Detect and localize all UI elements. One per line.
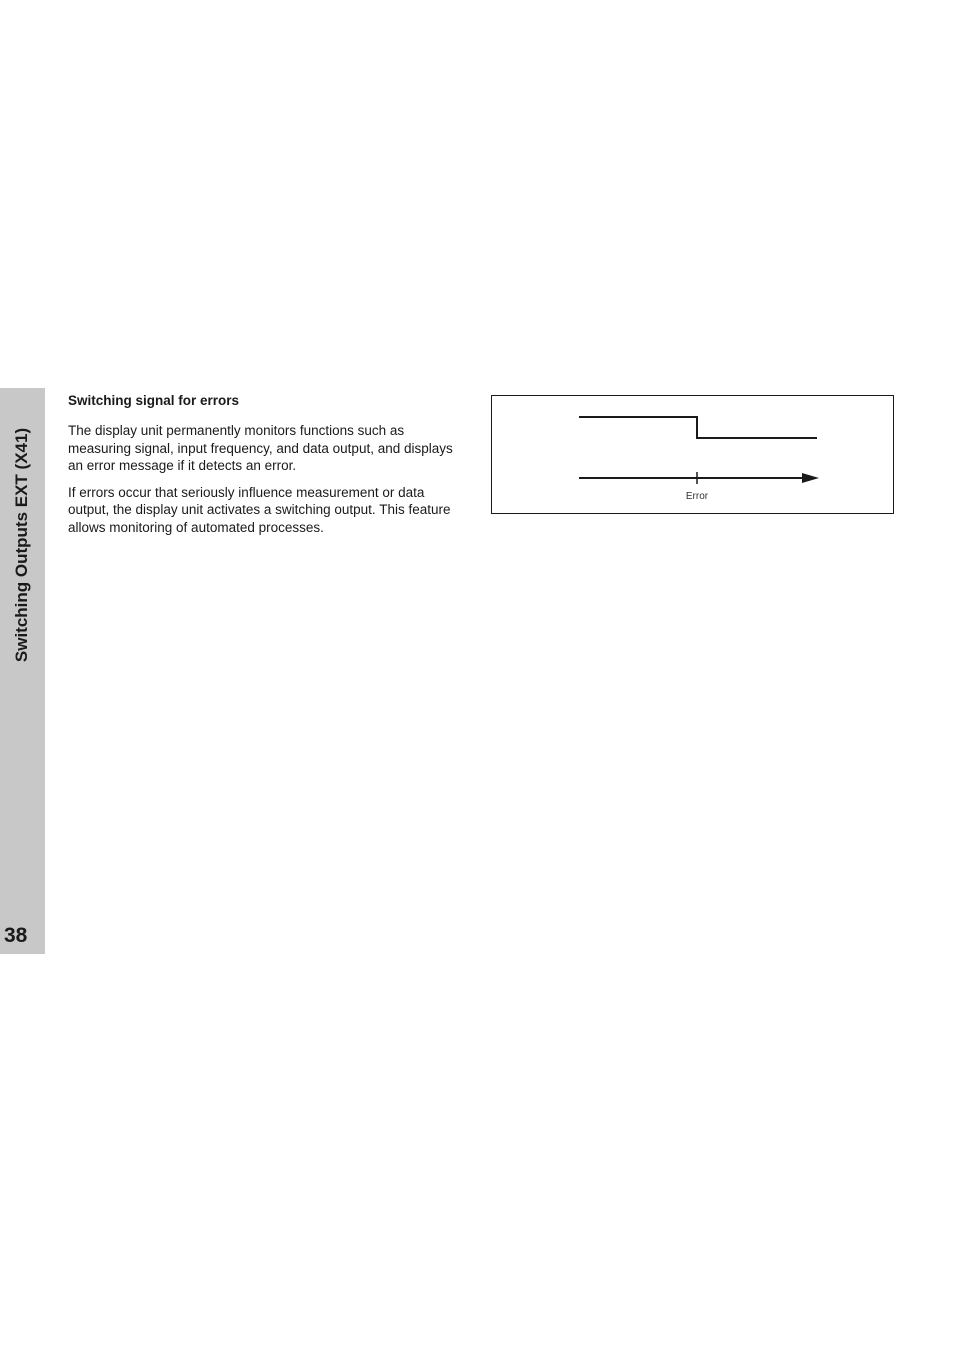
time-axis-arrowhead bbox=[802, 473, 819, 483]
timing-diagram-svg bbox=[492, 396, 893, 513]
text-column bbox=[68, 392, 464, 546]
paragraph-switching-output: If errors occur that seriously influence measurement or data output, the display unit activates a switching output. This feature allows monitoring of automated processes. bbox=[68, 484, 451, 535]
section-heading: Switching signal for errors bbox=[68, 393, 240, 408]
paragraph-monitoring: The display unit permanently monitors functions such as measuring signal, input frequency, and data output, and displays an error message if it detects an error. bbox=[68, 423, 453, 474]
switching-signal-waveform bbox=[579, 417, 817, 438]
signal-timing-diagram bbox=[491, 395, 894, 514]
error-label: Error bbox=[685, 491, 709, 502]
page-number: 38 bbox=[4, 924, 28, 947]
chapter-title: Switching Outputs EXT (X41) bbox=[12, 427, 31, 663]
